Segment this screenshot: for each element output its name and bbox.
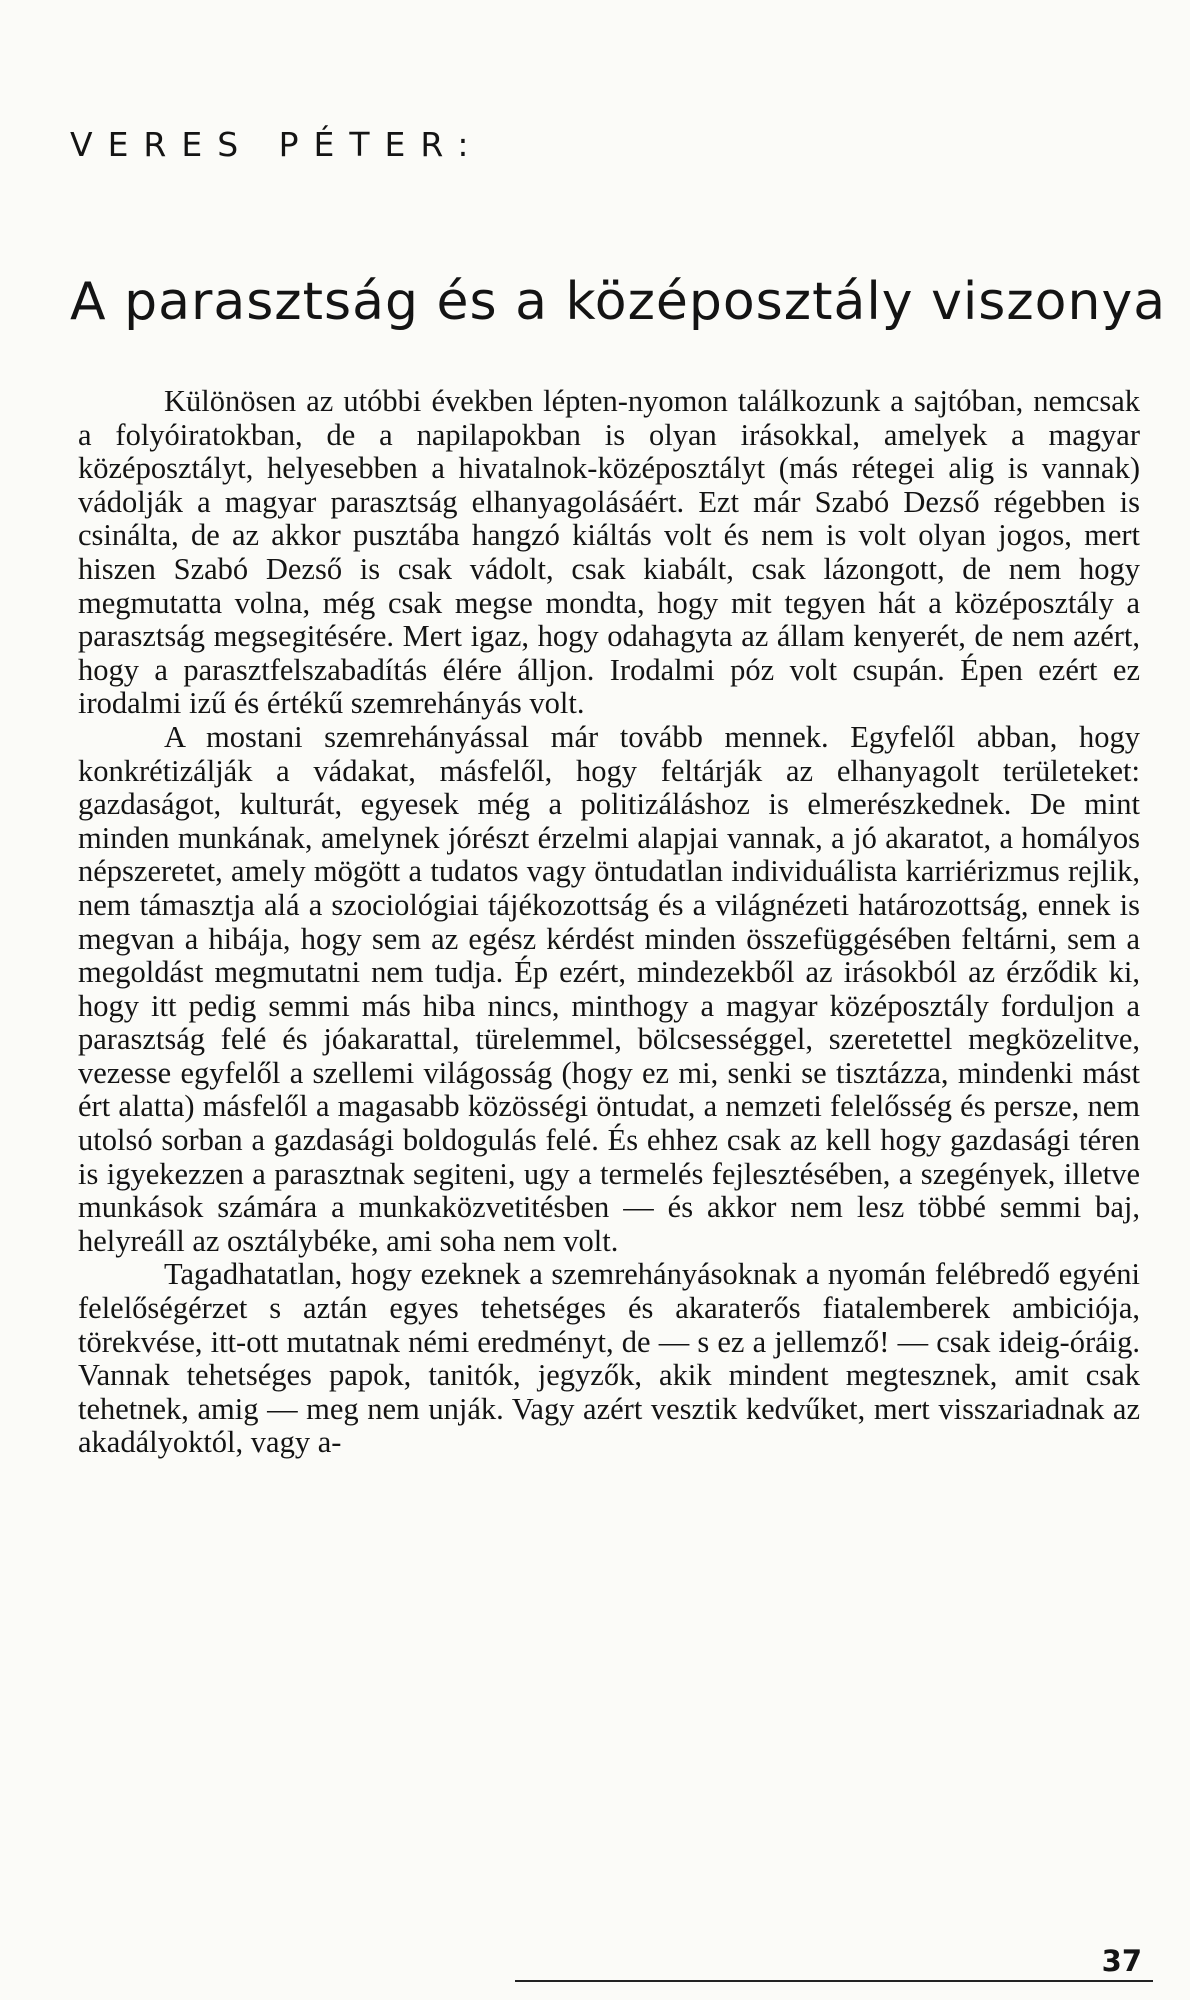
article-title: A parasztság és a középosztály viszonya — [70, 272, 1167, 332]
paragraph-3: Tagadhatatlan, hogy ezeknek a szemrehányásoknak a nyomán felébredő egyéni felelőségérzet s aztán egyes tehetséges és akaraterős fiatalemberek ambiciója, törekvése, itt-ott mutatnak némi eredményt, de — s ez a jellemző! — csak ideig-óráig. Vannak tehetséges papok, tanitók, jegyzők, akik mindent megtesznek, amit csak tehetnek, amig — meg nem unják. Vagy azért vesztik kedvűket, mert visszariadnak az akadályoktól, vagy a- — [78, 1257, 1140, 1460]
author-heading: VERES PÉTER: — [70, 125, 484, 164]
paragraph-2: A mostani szemrehányással már tovább mennek. Egyfelől abban, hogy konkrétizálják a vádakat, másfelől, hogy feltárják az elhanyagolt területeket: gazdaságot, kulturát, egyesek még a politizáláshoz is elmerészkednek. De mint minden munkának, amelynek jórészt érzelmi alapjai vannak, a jó akaratot, a homályos népszeretet, amely mögött a tudatos vagy öntudatlan individuálista karriérizmus rejlik, nem támasztja alá a szociológiai tájékozottság és a világnézeti határozottság, ennek is megvan a hibája, hogy sem az egész kérdést minden összefüggésében feltárni, sem a megoldást megmutatni nem tudja. Ép ezért, mindezekből az irásokból az érződik ki, hogy itt pedig semmi más hiba nincs, minthogy a magyar középosztály forduljon a parasztság felé és jóakarattal, türelemmel, bölcsességgel, szeretettel megközelitve, vezesse egyfelől a szellemi világosság (hogy ez mi, senki se tisztázza, mindenki mást ért alatta) másfelől a magasabb közösségi öntudat, a nemzeti felelősség és persze, nem utolsó sorban a gazdasági boldogulás felé. És ehhez csak az kell hogy gazdasági téren is igyekezzen a parasztnak segiteni, ugy a termelés fejlesztésében, a szegények, illetve munkások számára a munkaközvetitésben — és akkor nem lesz többé semmi baj, helyreáll az osztálybéke, ami soha nem volt. — [78, 719, 1140, 1258]
page-number: 37 — [1101, 1944, 1142, 1978]
footer-rule — [515, 1980, 1153, 1982]
paragraph-1: Különösen az utóbbi években lépten-nyomon találkozunk a sajtóban, nemcsak a folyóiratokban, de a napilapokban is olyan irásokkal, amelyek a magyar középosztályt, helyesebben a hivatalnok-középosztályt (más rétegei alig is vannak) vádolják a magyar parasztság elhanyagolásáért. Ezt már Szabó Dezső régebben is csinálta, de az akkor pusztába hangzó kiáltás volt és nem is volt olyan jogos, mert hiszen Szabó Dezső is csak vádolt, csak kiabált, csak lázongott, de nem hogy megmutatta volna, még csak megse mondta, hogy mit tegyen hát a középosztály a parasztság megsegitésére. Mert igaz, hogy odahagyta az állam kenyerét, de nem azért, hogy a parasztfelszabadítás élére álljon. Irodalmi póz volt csupán. Épen ezért ez irodalmi izű és értékű szemrehányás volt. — [78, 384, 1140, 721]
article-body — [78, 385, 1140, 1460]
